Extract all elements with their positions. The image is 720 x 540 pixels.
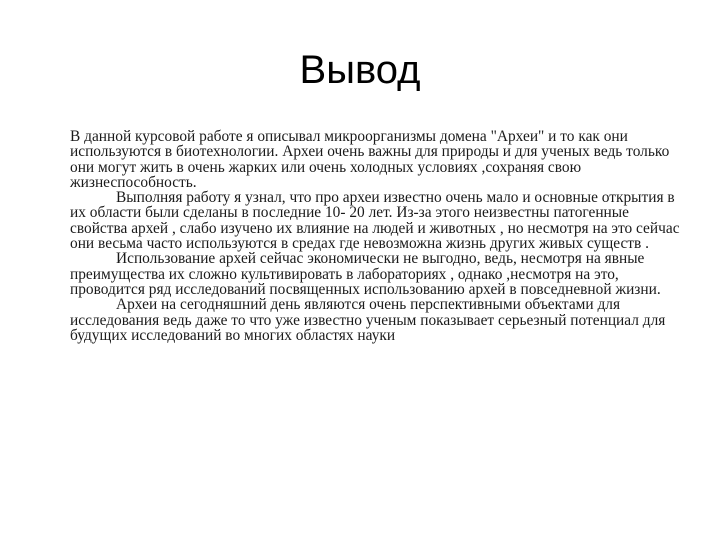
slide-title: Вывод: [299, 48, 421, 92]
paragraph-4: Археи на сегодняшний день являются очень перспективными объектами для исследования ведь даже то что уже известно ученым показывает серьезный потенциал для будущих исследований во многих областях науки: [70, 296, 666, 344]
paragraph-1: В данной курсовой работе я описывал микроорганизмы домена "Археи" и то как они используются в биотехнологии. Археи очень важны для природы и для ученых ведь только они могут жить в очень жарких или очень холодных условиях ,сохраняя свою жизнеспособность.: [70, 128, 670, 191]
paragraph-3: Использование архей сейчас экономически не выгодно, ведь, несмотря на явные преимущества их сложно культивировать в лабораториях , однако ,несмотря на это, проводится ряд исследований посвященных использованию архей в повседневной жизни.: [70, 250, 661, 298]
slide-body: [70, 129, 682, 343]
paragraph-2: Выполняя работу я узнал, что про археи известно очень мало и основные открытия в их области были сделаны в последние 10- 20 лет. Из-за этого неизвестны патогенные свойства архей , слабо изучено их влияние на людей и животных , но несмотря на это сейчас они весьма часто используются в средах где невозможна жизнь других живых существ .: [70, 189, 680, 253]
